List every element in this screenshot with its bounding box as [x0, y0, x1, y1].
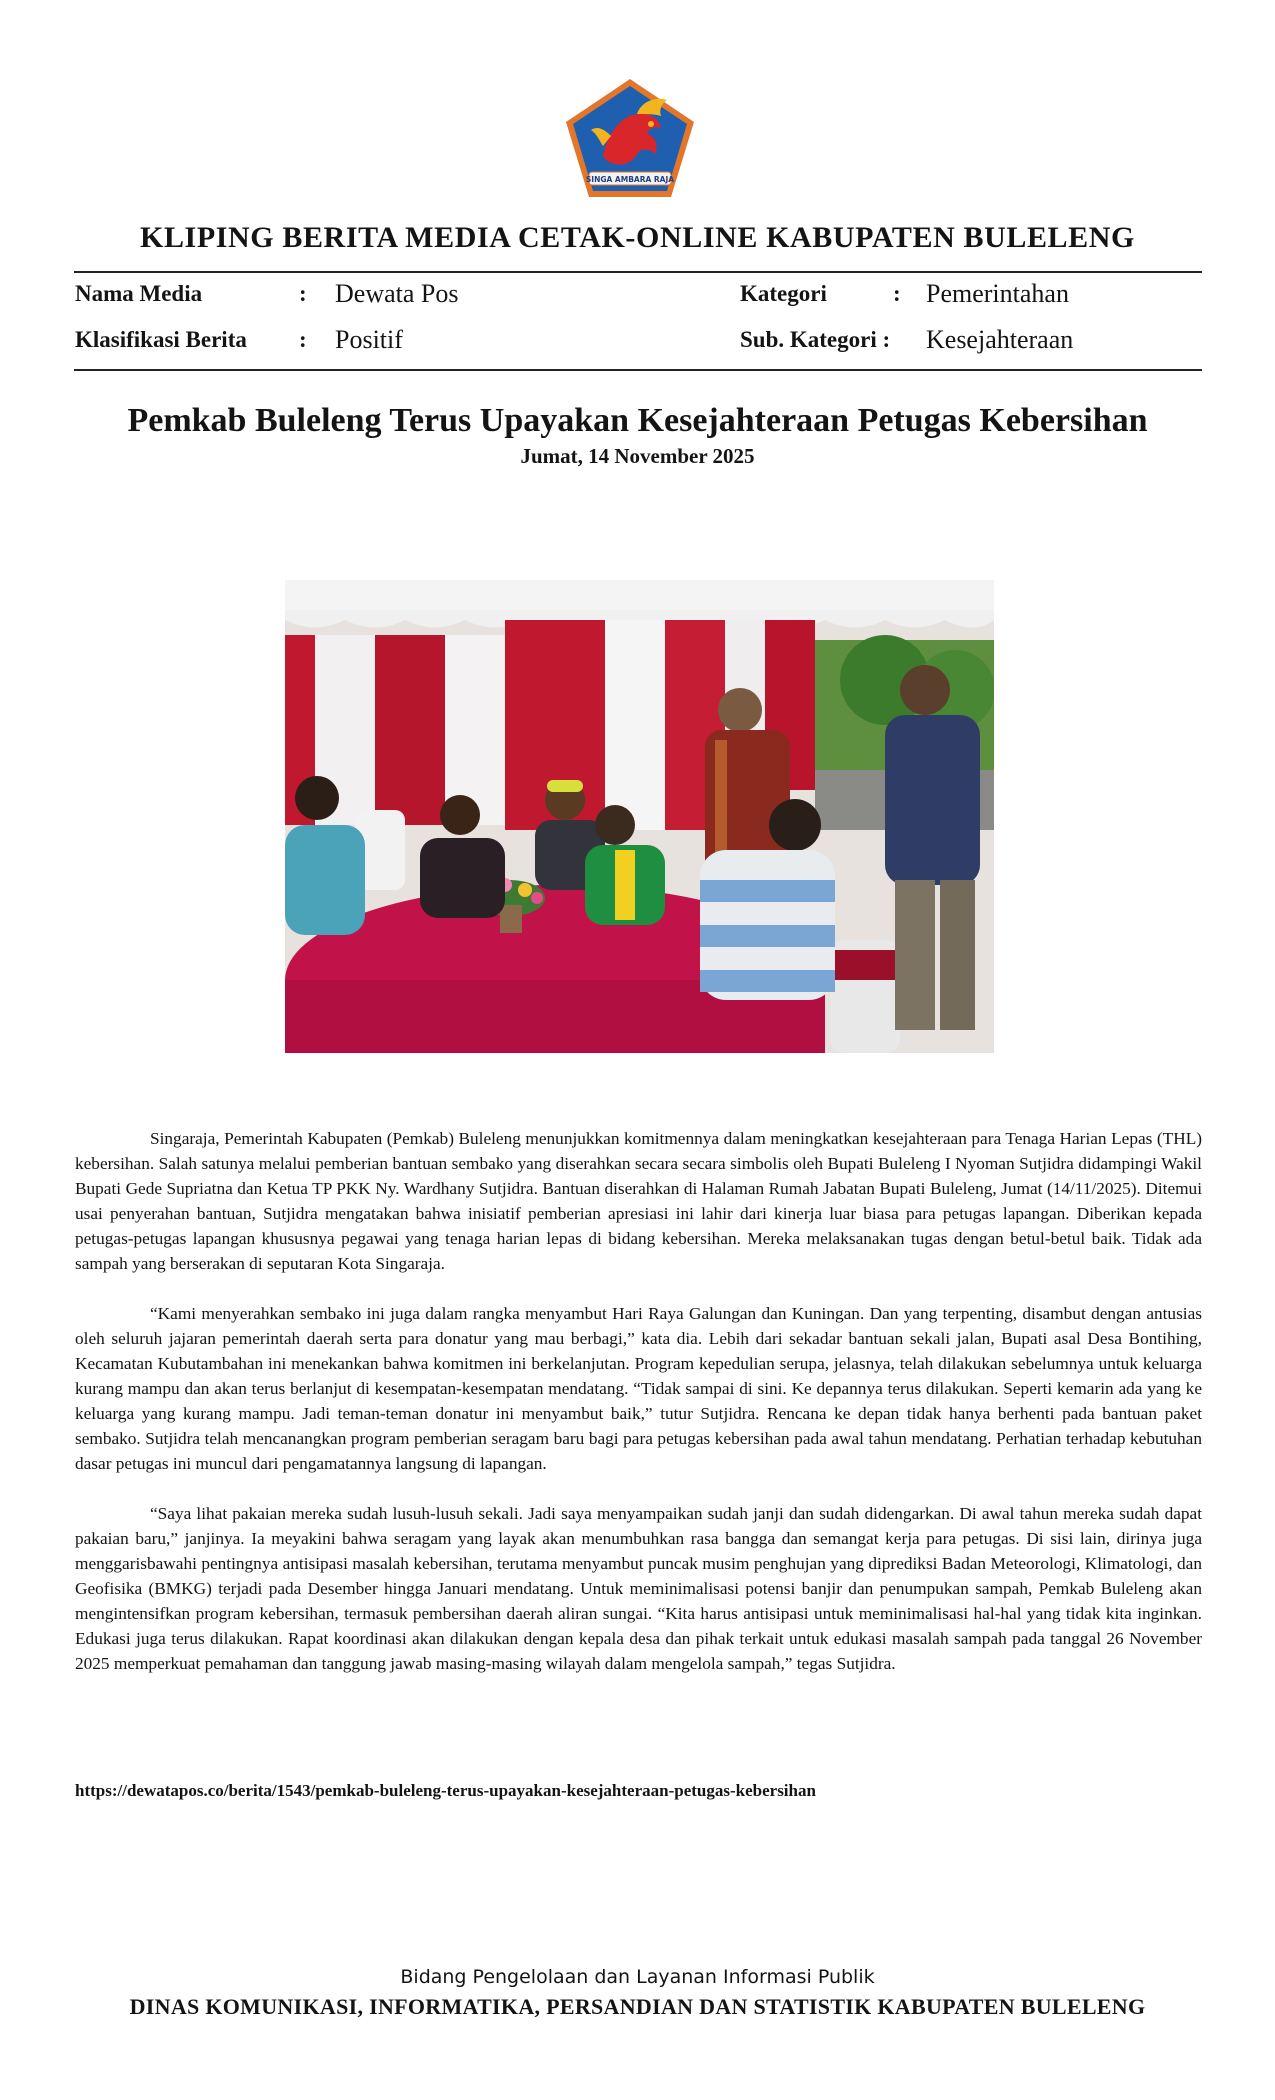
article-paragraph: “Kami menyerahkan sembako ini juga dalam rangka menyambut Hari Raya Galungan dan Kuningan. Dan yang terpenting, disambut dengan antusias oleh seluruh jajaran pemerintah daerah serta para donatur yang mau berbagi,” kata dia. Lebih dari sekadar bantuan sekali jalan, Bupati asal Desa Bontihing, Kecamatan Kubutambahan ini menekankan bahwa komitmen ini berkelanjutan. Program kepedulian serupa, jelasnya, telah dilakukan sebelumnya untuk keluarga kurang mampu dan akan terus berlanjut di kesempatan-kesempatan mendatang. “Tidak sampai di sini. Ke depannya terus dilakukan. Seperti kemarin ada yang ke keluarga yang kurang mampu. Jadi teman-teman donatur ini menyambut baik,” tutur Sutjidra. Rencana ke depan tidak hanya berhenti pada bantuan paket sembako. Sutjidra telah mencanangkan program pemberian seragam baru bagi para petugas kebersihan pada awal tahun mendatang. Perhatian terhadap kebutuhan dasar petugas ini muncul dari pengamatannya langsung di lapangan.: [75, 1304, 1202, 1473]
category-value: Pemerintahan: [926, 279, 1069, 308]
article-date: Jumat, 14 November 2025: [520, 444, 755, 468]
article-paragraph: Singaraja, Pemerintah Kabupaten (Pemkab) Buleleng menunjukkan komitmennya dalam meningkatkan kesejahteraan para Tenaga Harian Lepas (THL) kebersihan. Salah satunya melalui pemberian bantuan sembako yang diserahkan secara secara simbolis oleh Bupati Buleleng I Nyoman Sutjidra didampingi Wakil Bupati Gede Supriatna dan Ketua TP PKK Ny. Wardhany Sutjidra. Bantuan diserahkan di Halaman Rumah Jabatan Bupati Buleleng, Jumat (14/11/2025). Ditemui usai penyerahan bantuan, Sutjidra mengatakan bahwa inisiatif pemberian apresiasi ini lahir dari kinerja luar biasa para petugas lapangan. Diberikan kepada petugas-petugas lapangan khususnya pegawai yang tenaga harian lepas di bidang kebersihan. Mereka melaksanakan tugas dengan betul-betul baik. Tidak ada sampah yang berserakan di seputaran Kota Singaraja.: [75, 1129, 1202, 1273]
article-headline: Pemkab Buleleng Terus Upayakan Kesejahteraan Petugas Kebersihan: [127, 402, 1148, 439]
buleleng-crest-icon: [563, 76, 697, 200]
subcategory-label: Sub. Kategori :: [740, 327, 891, 352]
subcategory-value: Kesejahteraan: [926, 325, 1074, 354]
footer-unit: Bidang Pengelolaan dan Layanan Informasi Publik: [400, 1966, 875, 1988]
media-label: Nama Media: [75, 281, 203, 306]
crest-motto: SINGA AMBARA RAJA: [585, 175, 675, 184]
classification-label: Klasifikasi Berita: [75, 327, 247, 352]
classification-value: Positif: [335, 325, 403, 354]
event-photo-illustration: [285, 580, 994, 1053]
classification-colon: :: [299, 327, 307, 352]
document-title: KLIPING BERITA MEDIA CETAK-ONLINE KABUPATEN BULELENG: [140, 221, 1135, 254]
article-paragraph: “Saya lihat pakaian mereka sudah lusuh-lusuh sekali. Jadi saya menyampaikan sudah janji dan sudah didengarkan. Di awal tahun mereka sudah dapat pakaian baru,” janjinya. Ia meyakini bahwa seragam yang layak akan menumbuhkan rasa bangga dan semangat kerja para petugas. Di sisi lain, dirinya juga menggarisbawahi pentingnya antisipasi masalah kebersihan, terutama menyambut puncak musim penghujan yang diprediksi Badan Meteorologi, Klimatologi, dan Geofisika (BMKG) terjadi pada Desember hingga Januari mendatang. Untuk meminimalisasi potensi banjir dan penumpukan sampah, Pemkab Buleleng akan mengintensifkan program kebersihan, termasuk pembersihan daerah aliran sungai. “Kita harus antisipasi untuk meminimalisasi hal-hal yang tidak kita inginkan. Edukasi juga terus dilakukan. Rapat koordinasi akan dilakukan dengan kepala desa dan pihak terkait untuk edukasi masalah sampah pada tanggal 26 November 2025 memperkuat pemahaman dan tanggung jawab masing-masing wilayah dalam mengelola sampah,” tegas Sutjidra.: [75, 1504, 1202, 1673]
top-divider: [74, 271, 1202, 273]
footer-agency: DINAS KOMUNIKASI, INFORMATIKA, PERSANDIAN DAN STATISTIK KABUPATEN BULELENG: [129, 1994, 1146, 2019]
source-link[interactable]: https://dewatapos.co/berita/1543/pemkab-buleleng-terus-upayakan-kesejahteraan-petugas-kebersihan: [75, 1781, 816, 1800]
article-body: [75, 1126, 1202, 1701]
media-value: Dewata Pos: [335, 279, 459, 308]
crest-graphic: [563, 76, 697, 200]
category-colon: :: [893, 281, 901, 306]
event-photo: [285, 580, 994, 1053]
media-colon: :: [299, 281, 307, 306]
bottom-divider: [74, 369, 1202, 371]
category-label: Kategori: [740, 281, 827, 306]
